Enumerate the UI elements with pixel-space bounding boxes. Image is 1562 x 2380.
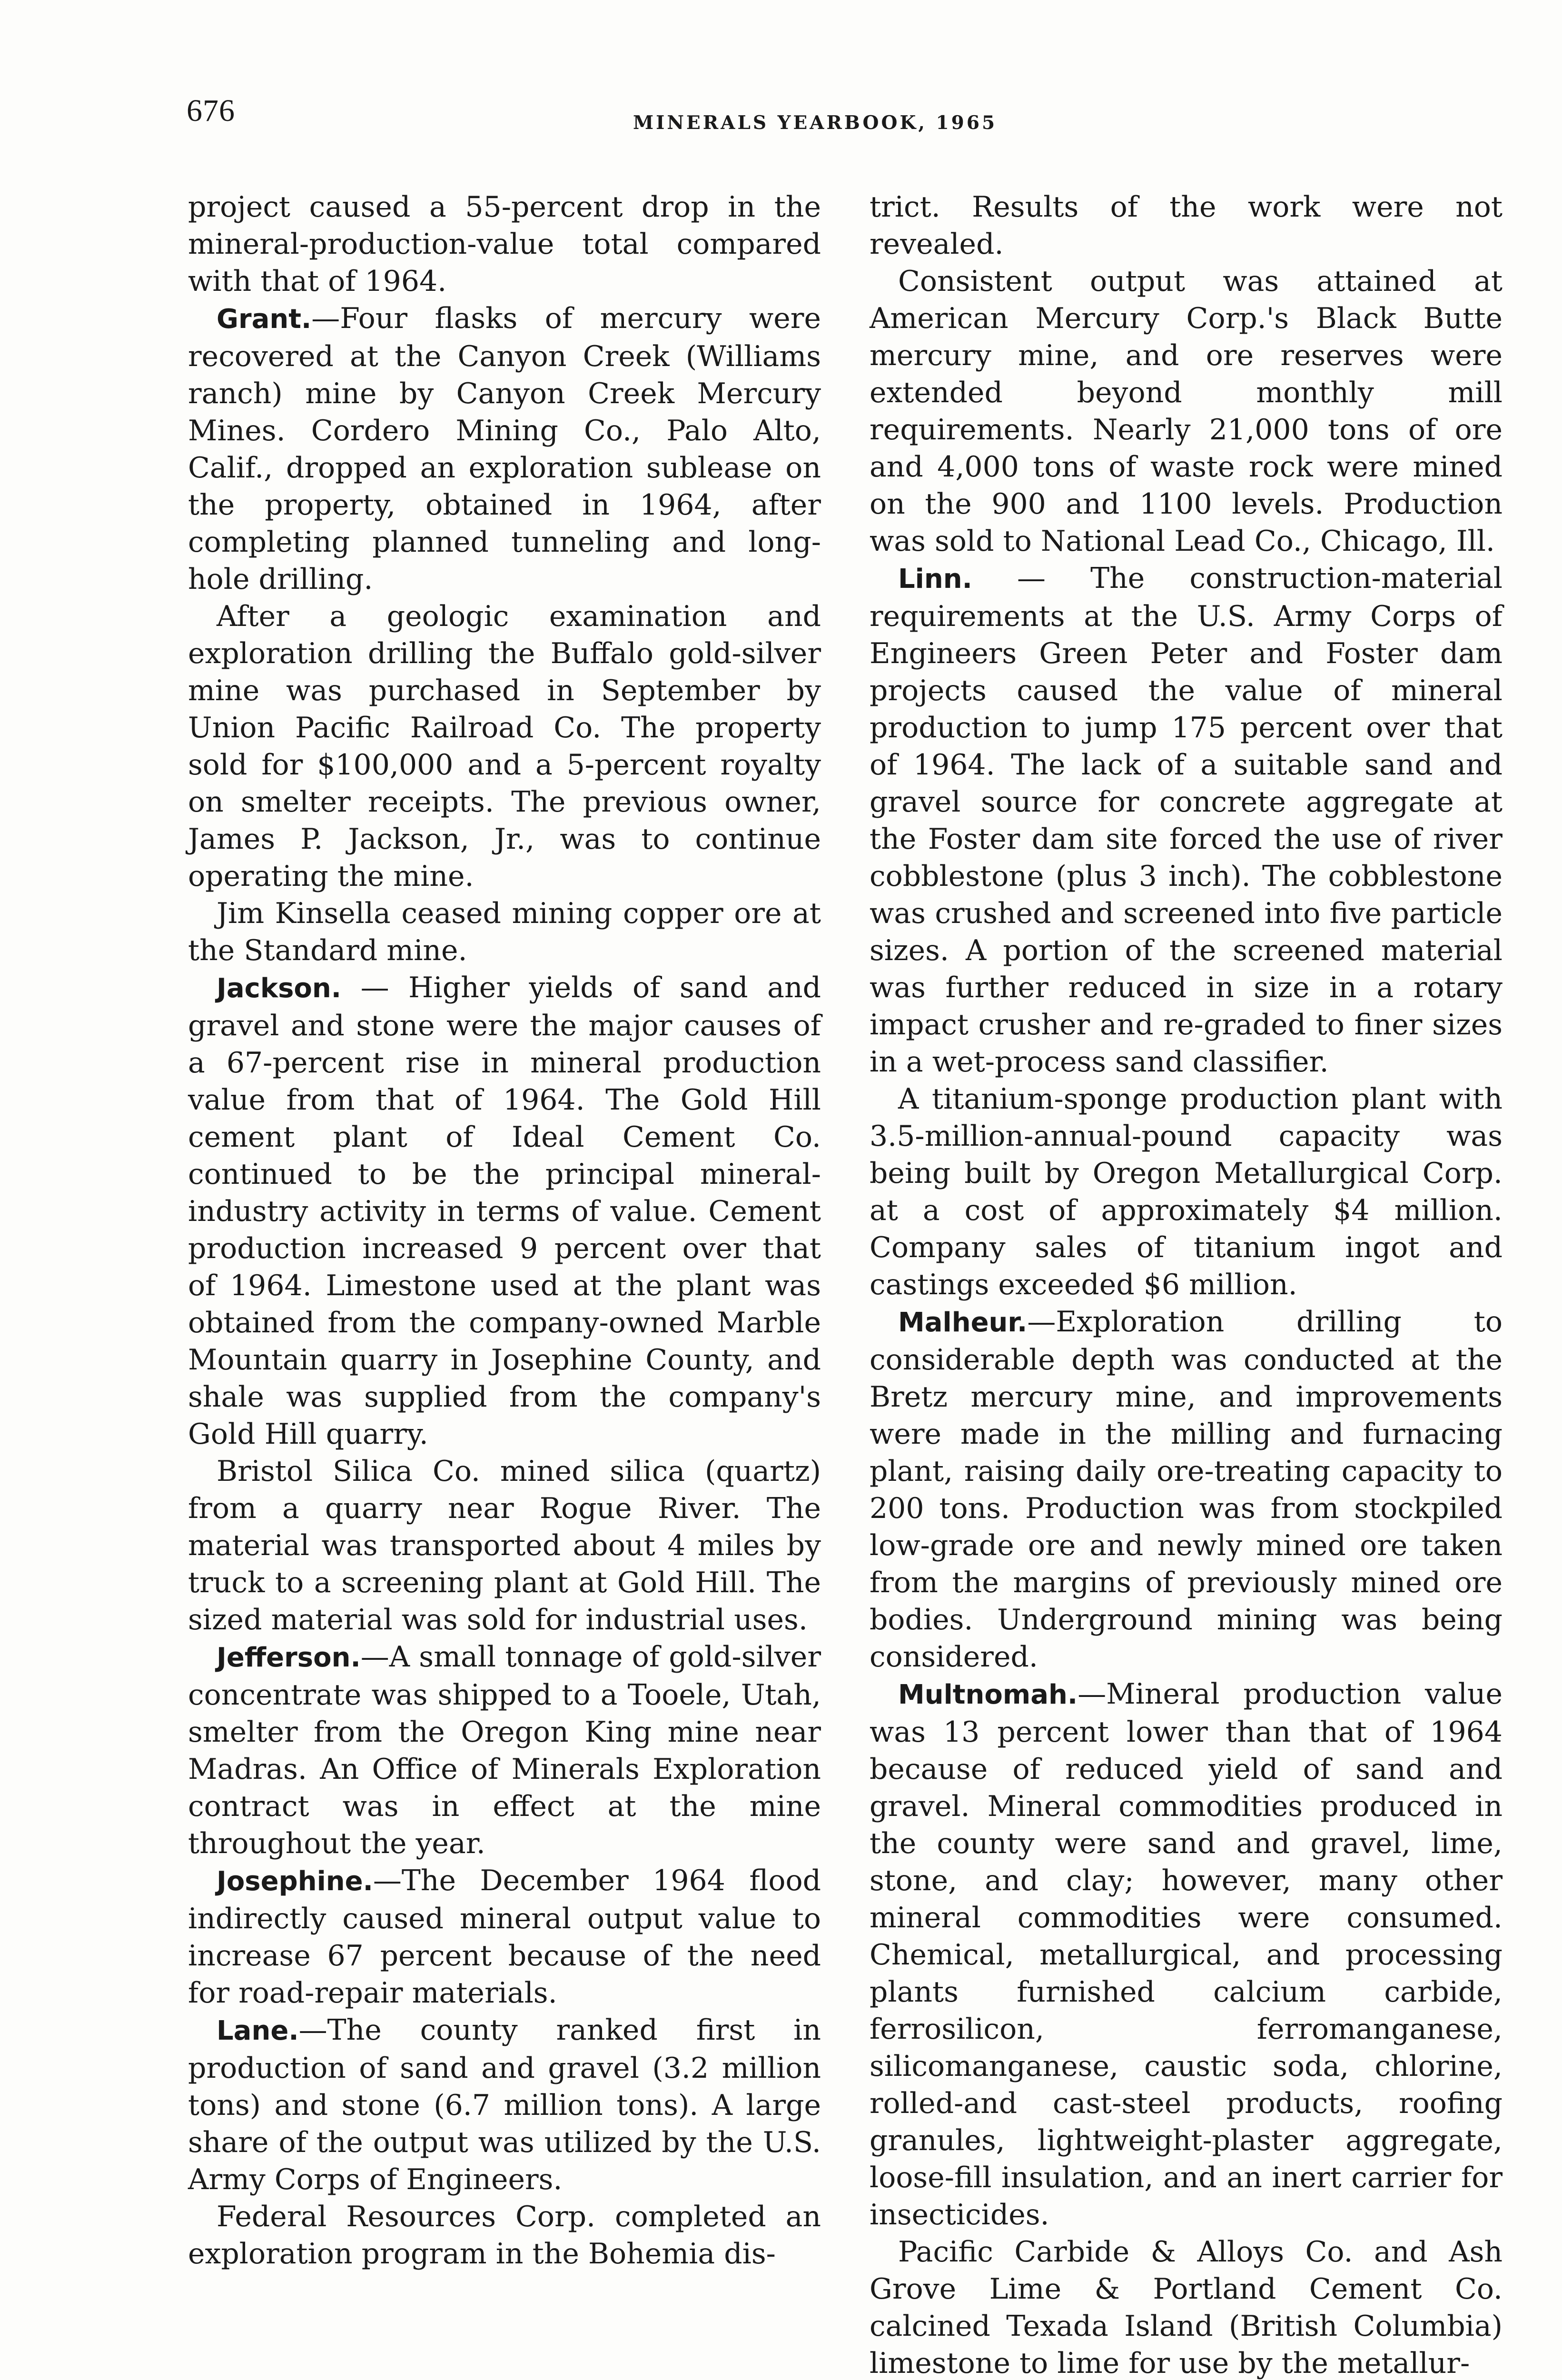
paragraph	[188, 1638, 821, 1862]
paragraph	[188, 598, 821, 895]
paragraph-text: Consistent output was attained at American Mercury Corp.'s Black Butte mercury mine, and ore reserves were extended beyond monthly mill requirements. Nearly 21,000 tons of ore and 4,000 tons of waste rock were mined on the 900 and 1100 levels. Production was sold to National Lead Co., Chicago, Ill.	[870, 265, 1503, 558]
paragraph-text: trict. Results of the work were not revealed.	[870, 190, 1503, 261]
county-heading: Lane.	[217, 2015, 299, 2046]
paragraph-text: — The construction-material requirements at the U.S. Army Corps of Engineers Green Peter and Foster dam projects caused the value of mineral production to jump 175 percent over that of 1964. The lack of a suitable sand and gravel source for concrete aggregate at the Foster dam site forced the use of river cobblestone (plus 3 inch). The cobblestone was crushed and screened into five particle sizes. A portion of the screened material was further reduced in size in a rotary impact crusher and re-graded to finer sizes in a wet-process sand classifier.	[870, 562, 1503, 1079]
paragraph-text: Federal Resources Corp. completed an exploration program in the Bohemia dis-	[188, 2200, 821, 2271]
paragraph-text: project caused a 55-percent drop in the mineral-production-value total compared with that of 1964.	[188, 190, 821, 298]
paragraph-text: Jim Kinsella ceased mining copper ore at the Standard mine.	[188, 897, 821, 967]
paragraph-text: — Higher yields of sand and gravel and stone were the major causes of a 67-percent rise in mineral production value from that of 1964. The Gold Hill cement plant of Ideal Cement Co. continued to be the principal mineral-industry activity in terms of value. Cement production increased 9 percent over that of 1964. Limestone used at the plant was obtained from the company-owned Marble Mountain quarry in Josephine County, and shale was supplied from the company's Gold Hill quarry.	[188, 971, 821, 1451]
paragraph-text: —Exploration drilling to considerable depth was conducted at the Bretz mercury mine, and improvements were made in the milling and furnacing plant, raising daily ore-treating capacity to 200 tons. Production was from stockpiled low-grade ore and newly mined ore taken from the margins of previously mined ore bodies. Underground mining was being considered.	[870, 1305, 1503, 1674]
paragraph	[188, 969, 821, 1453]
paragraph-text: A titanium-sponge production plant with 3.5-million-annual-pound capacity was being built by Oregon Metallurgical Corp. at a cost of approximately $4 million. Company sales of titanium ingot and castings exceeded $6 million.	[870, 1082, 1503, 1301]
paragraph-text: Bristol Silica Co. mined silica (quartz) from a quarry near Rogue River. The material was transported about 4 miles by truck to a screening plant at Gold Hill. The sized material was sold for industrial uses.	[188, 1455, 821, 1636]
paragraph	[870, 560, 1503, 1081]
paragraph-text: —A small tonnage of gold-silver concentrate was shipped to a Tooele, Utah, smelter from the Oregon King mine near Madras. An Office of Minerals Exploration contract was in effect at the mine throughout the year.	[188, 1640, 821, 1860]
paragraph	[188, 188, 821, 300]
paragraph	[188, 300, 821, 598]
paragraph-text: Pacific Carbide & Alloys Co. and Ash Grove Lime & Portland Cement Co. calcined Texada Island (British Columbia) limestone to lime for use by the metallur-	[870, 2235, 1503, 2380]
paragraph	[188, 1862, 821, 2012]
paragraph	[870, 2233, 1503, 2380]
paragraph-text: —The December 1964 flood indirectly caused mineral output value to increase 67 percent because of the need for road-repair materials.	[188, 1864, 821, 2010]
county-heading: Josephine.	[217, 1866, 373, 1897]
paragraph	[870, 1303, 1503, 1676]
paragraph	[188, 895, 821, 969]
paragraph	[870, 263, 1503, 560]
paragraph-text: After a geologic examination and exploration drilling the Buffalo gold-silver mine was purchased in September by Union Pacific Railroad Co. The property sold for $100,000 and a 5-percent royalty on smelter receipts. The previous owner, James P. Jackson, Jr., was to continue operating the mine.	[188, 600, 821, 893]
paragraph	[188, 1453, 821, 1638]
paragraph	[188, 2012, 821, 2198]
county-heading: Grant.	[217, 304, 312, 335]
county-heading: Multnomah.	[898, 1679, 1078, 1710]
county-heading: Jackson.	[217, 973, 342, 1004]
paragraph-text: —The county ranked first in production of sand and gravel (3.2 million tons) and stone (6.7 million tons). A large share of the output was utilized by the U.S. Army Corps of Engineers.	[188, 2013, 821, 2196]
paragraph	[870, 1676, 1503, 2233]
left-column	[188, 188, 821, 2272]
county-heading: Linn.	[898, 564, 972, 595]
county-heading: Jefferson.	[217, 1642, 361, 1673]
right-column	[870, 188, 1503, 2380]
paragraph-text: —Mineral production value was 13 percent lower than that of 1964 because of reduced yield of sand and gravel. Mineral commodities produced in the county were sand and gravel, lime, stone, and clay; however, many other mineral commodities were consumed. Chemical, metallurgical, and processing plants furnished calcium carbide, ferrosilicon, ferromanganese, silicomanganese, caustic soda, chlorine, rolled-and cast-steel products, roofing granules, lightweight-plaster aggregate, loose-fill insulation, and an inert carrier for insecticides.	[870, 1677, 1503, 2231]
paragraph	[188, 2198, 821, 2272]
paragraph-text: —Four flasks of mercury were recovered at the Canyon Creek (Williams ranch) mine by Canyon Creek Mercury Mines. Cordero Mining Co., Palo Alto, Calif., dropped an exploration sublease on the property, obtained in 1964, after completing planned tunneling and long-hole drilling.	[188, 302, 821, 596]
county-heading: Malheur.	[898, 1307, 1028, 1338]
paragraph	[870, 188, 1503, 263]
paragraph	[870, 1081, 1503, 1303]
page-number: 676	[187, 93, 235, 128]
running-title: MINERALS YEARBOOK, 1965	[633, 112, 998, 134]
